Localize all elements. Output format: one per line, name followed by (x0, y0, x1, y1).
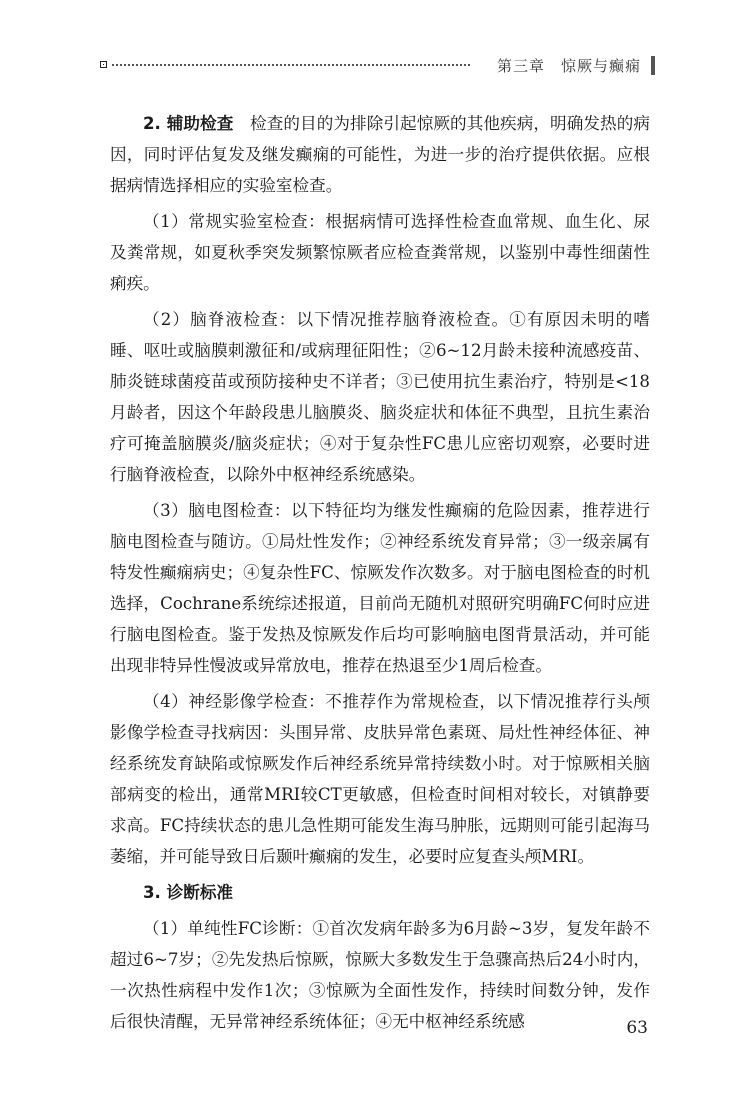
header-dotted-rule (112, 64, 470, 66)
paragraph-csf: （2）脑脊液检查：以下情况推荐脑脊液检查。①有原因未明的嗜睡、呕吐或脑膜刺激征和/或病理征阳性；②6~12月龄未接种流感疫苗、肺炎链球菌疫苗或预防接种史不详者；③已使用抗生素治疗，特别是<18月龄者，因这个年龄段患儿脑膜炎、脑炎症状和体征不典型，且抗生素治疗可掩盖脑膜炎/脑炎症状；④对于复杂性FC患儿应密切观察，必要时进行脑脊液检查，以除外中枢神经系统感染。 (110, 310, 650, 484)
header-bar (651, 56, 655, 75)
paragraph-routine-lab: （1）常规实验室检查：根据病情可选择性检查血常规、血生化、尿及粪常规，如夏秋季突发频繁惊厥者应检查粪常规，以鉴别中毒性细菌性痢疾。 (110, 212, 650, 293)
paragraph-imaging: （4）神经影像学检查：不推荐作为常规检查，以下情况推荐行头颅影像学检查寻找病因：头围异常、皮肤异常色素斑、局灶性神经体征、神经系统发育缺陷或惊厥发作后神经系统异常持续数小时。对于惊厥相关脑部病变的检出，通常MRI较CT更敏感，但检查时间相对较长，对镇静要求高。FC持续状态的患儿急性期可能发生海马肿胀，远期则可能引起海马萎缩，并可能导致日后颞叶癫痫的发生，必要时应复查头颅MRI。 (110, 692, 650, 866)
body-text (110, 108, 650, 1042)
paragraph-simple-fc: （1）单纯性FC诊断：①首次发病年龄多为6月龄~3岁，复发年龄不超过6~7岁；②先发热后惊厥，惊厥大多数发生于急骤高热后24小时内，一次热性病程中发作1次；③惊厥为全面性发作，持续时间数分钟，发作后很快清醒，无异常神经系统体征；④无中枢神经系统感 (110, 919, 650, 1031)
section-heading-diagnosis: 3. 诊断标准 (143, 883, 234, 902)
header-square-icon (100, 61, 107, 68)
chapter-title: 第三章 惊厥与癫痫 (496, 57, 641, 75)
paragraph-eeg: （3）脑电图检查：以下特征均为继发性癫痫的危险因素，推荐进行脑电图检查与随访。①局灶性发作；②神经系统发育异常；③一级亲属有特发性癫痫病史；④复杂性FC、惊厥发作次数多。对于脑电图检查的时机选择，Cochrane系统综述报道，目前尚无随机对照研究明确FC何时应进行脑电图检查。鉴于发热及惊厥发作后均可影响脑电图背景活动，并可能出现非特异性慢波或异常放电，推荐在热退至少1周后检查。 (110, 501, 650, 675)
paragraph-aux-exam (110, 108, 650, 201)
running-header (100, 55, 655, 81)
aux-exam-text: 检查的目的为排除引起惊厥的其他疾病，明确发热的病因，同时评估复发及继发癫痫的可能性，为进一步的治疗提供依据。应根据病情选择相应的实验室检查。 (110, 114, 650, 195)
paragraph-diagnosis-heading (110, 877, 650, 908)
page-number: 63 (626, 1018, 648, 1038)
section-heading-aux-exam: 2. 辅助检查 (143, 114, 234, 133)
